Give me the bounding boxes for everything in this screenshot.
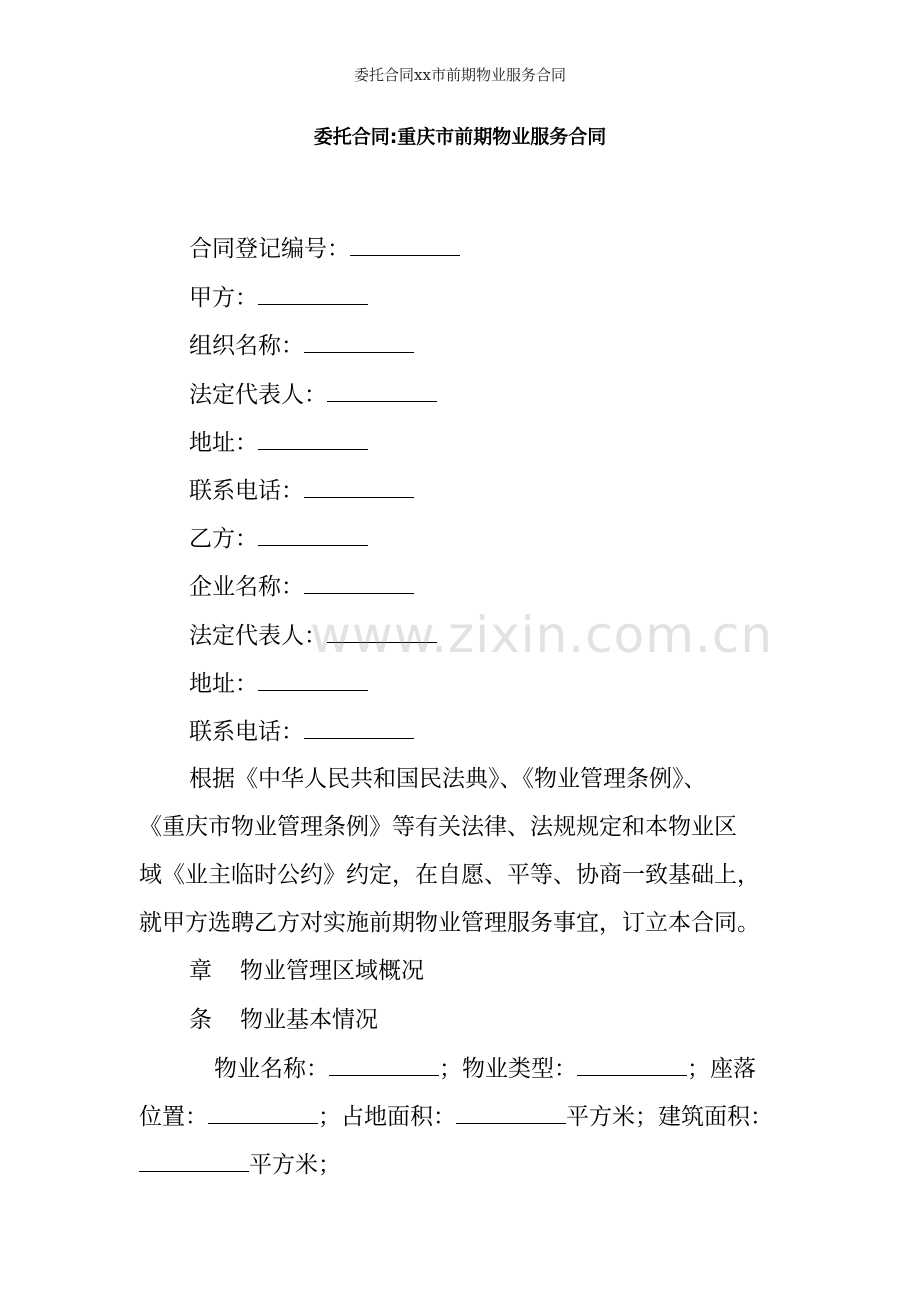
field-address-a xyxy=(189,427,368,458)
location-label-b: 位置： xyxy=(139,1104,208,1130)
field-company-name xyxy=(189,571,414,602)
location-label-a: ；座落 xyxy=(687,1056,756,1082)
building-area-label: ；建筑面积： xyxy=(635,1104,773,1130)
page-header: 委托合同xx市前期物业服务合同 xyxy=(354,66,566,84)
blank-line xyxy=(329,1053,439,1076)
field-phone-a xyxy=(189,475,414,506)
field-label: 法定代表人： xyxy=(189,382,327,408)
chapter-number: 章 xyxy=(189,958,212,984)
article-heading xyxy=(189,1005,378,1035)
blank-line xyxy=(304,330,414,353)
blank-line xyxy=(327,379,437,402)
property-name-label: 物业名称： xyxy=(214,1056,329,1082)
field-label: 合同登记编号： xyxy=(189,236,350,262)
field-label: 企业名称： xyxy=(189,574,304,600)
field-phone-b xyxy=(189,716,414,747)
intro-line: 就甲方选聘乙方对实施前期物业管理服务事宜，订立本合同。 xyxy=(139,910,760,936)
field-label: 联系电话： xyxy=(189,719,304,745)
field-label: 法定代表人： xyxy=(189,623,327,649)
article-number: 条 xyxy=(189,1007,212,1033)
land-area-label: ；占地面积： xyxy=(318,1104,456,1130)
intro-line: 根据《中华人民共和国民法典》、《物业管理条例》、 xyxy=(189,766,707,792)
property-type-label: ；物业类型： xyxy=(439,1056,577,1082)
blank-line xyxy=(456,1101,566,1124)
blank-line xyxy=(577,1053,687,1076)
detail-line xyxy=(139,1045,784,1093)
field-label: 甲方： xyxy=(189,285,258,311)
chapter-title: 物业管理区域概况 xyxy=(240,958,424,984)
detail-line xyxy=(139,1093,784,1141)
chapter-heading xyxy=(189,956,424,986)
field-party-a xyxy=(189,282,368,313)
blank-line xyxy=(258,668,368,691)
document-title: 委托合同:重庆市前期物业服务合同 xyxy=(313,126,607,148)
area-unit: 平方米 xyxy=(566,1104,635,1130)
blank-line xyxy=(304,475,414,498)
intro-line: 《重庆市物业管理条例》等有关法律、法规规定和本物业区 xyxy=(139,814,737,840)
field-registration-no xyxy=(189,233,460,264)
blank-line xyxy=(304,716,414,739)
field-label: 地址： xyxy=(189,430,258,456)
field-legal-rep-a xyxy=(189,379,437,410)
blank-line xyxy=(208,1101,318,1124)
field-label: 联系电话： xyxy=(189,478,304,504)
detail-line xyxy=(139,1141,784,1189)
intro-line: 域《业主临时公约》约定，在自愿、平等、协商一致基础上， xyxy=(139,862,760,888)
blank-line xyxy=(258,427,368,450)
intro-paragraph xyxy=(139,755,784,947)
field-party-b xyxy=(189,523,368,554)
field-label: 乙方： xyxy=(189,526,258,552)
blank-line xyxy=(258,282,368,305)
field-label: 地址： xyxy=(189,671,258,697)
field-label: 组织名称： xyxy=(189,333,304,359)
watermark: www.zixin.com.cn xyxy=(310,606,774,664)
property-details xyxy=(139,1045,784,1189)
article-title: 物业基本情况 xyxy=(240,1007,378,1033)
blank-line xyxy=(139,1149,249,1172)
blank-line xyxy=(258,523,368,546)
field-org-name xyxy=(189,330,414,361)
blank-line xyxy=(304,571,414,594)
detail-end: 平方米； xyxy=(249,1152,341,1178)
field-address-b xyxy=(189,668,368,699)
blank-line xyxy=(350,233,460,256)
